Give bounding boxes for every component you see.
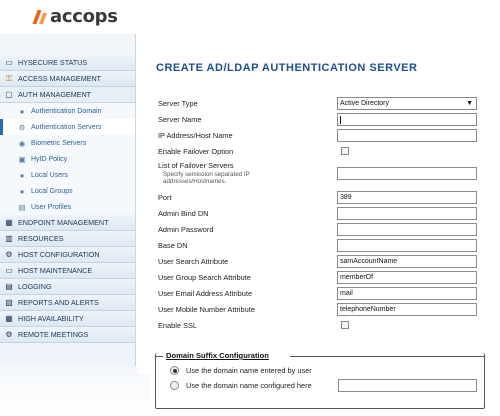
port-value: 389 bbox=[340, 194, 352, 201]
sidebar-item-high-availability[interactable] bbox=[0, 311, 135, 327]
resources-icon: ▥ bbox=[5, 234, 13, 243]
group-search-label: User Group Search Attribute bbox=[158, 273, 251, 282]
host-config-icon: ⚙ bbox=[5, 250, 13, 259]
domain-entered-label: Use the domain name entered by user bbox=[186, 366, 312, 375]
server-name-label: Server Name bbox=[158, 115, 202, 124]
profile-icon: ▤ bbox=[18, 202, 26, 212]
failover-option-checkbox[interactable] bbox=[341, 147, 349, 155]
page-title: CREATE AD/LDAP AUTHENTICATION SERVER bbox=[156, 62, 418, 74]
server-name-input[interactable] bbox=[337, 113, 477, 126]
main-content bbox=[137, 34, 500, 374]
sidebar-item-auth-management[interactable] bbox=[0, 87, 135, 103]
email-attr-input[interactable] bbox=[337, 287, 477, 300]
port-input[interactable] bbox=[337, 191, 477, 204]
sidebar-subitem-label: HyID Policy bbox=[31, 155, 68, 163]
sidebar-subitem-authentication-servers[interactable] bbox=[0, 119, 135, 135]
sidebar-item-label: HIGH AVAILABILITY bbox=[18, 314, 84, 323]
sidebar-item-label: HOST CONFIGURATION bbox=[18, 250, 100, 259]
domain-entered-radio[interactable] bbox=[170, 366, 179, 375]
sidebar-subitem-biometric-servers[interactable] bbox=[0, 135, 135, 151]
server-name-row bbox=[158, 113, 478, 126]
sidebar-item-remote-meetings[interactable] bbox=[0, 327, 135, 343]
port-row bbox=[158, 191, 478, 204]
sidebar-item-label: RESOURCES bbox=[18, 234, 64, 243]
email-attr-label: User Email Address Attribute bbox=[158, 289, 253, 298]
mobile-attr-value: telephoneNumber bbox=[340, 306, 396, 313]
sidebar-item-host-maintenance[interactable] bbox=[0, 263, 135, 279]
email-attr-value: mail bbox=[340, 290, 353, 297]
sidebar-item-logging[interactable] bbox=[0, 279, 135, 295]
endpoint-icon: ▦ bbox=[5, 218, 13, 227]
user-search-row bbox=[158, 255, 478, 268]
accops-logo-icon bbox=[34, 8, 48, 24]
group-search-row bbox=[158, 271, 478, 284]
email-attr-row bbox=[158, 287, 478, 300]
ssl-checkbox[interactable] bbox=[341, 321, 349, 329]
bind-dn-label: Admin Bind DN bbox=[158, 209, 209, 218]
domain-icon: ● bbox=[19, 106, 25, 116]
base-dn-input[interactable] bbox=[337, 239, 477, 252]
ssl-row bbox=[158, 319, 478, 332]
sidebar-item-endpoint-management[interactable] bbox=[0, 215, 135, 231]
lock-icon: ▢ bbox=[5, 90, 13, 99]
server-type-value: Active Directory bbox=[340, 100, 390, 107]
sidebar-item-label: AUTH MANAGEMENT bbox=[18, 90, 92, 99]
fingerprint-icon: ◉ bbox=[18, 138, 26, 148]
user-search-label: User Search Attribute bbox=[158, 257, 229, 266]
user-search-input[interactable] bbox=[337, 255, 477, 268]
fieldset-border-right bbox=[290, 356, 485, 357]
sidebar-subitem-user-profiles[interactable] bbox=[0, 199, 135, 215]
chevron-down-icon: ▼ bbox=[466, 100, 473, 107]
accops-logo[interactable] bbox=[34, 6, 118, 26]
mobile-attr-label: User Mobile Number Attribute bbox=[158, 305, 255, 314]
base-dn-row bbox=[158, 239, 478, 252]
admin-password-row bbox=[158, 223, 478, 236]
sidebar-spacer bbox=[0, 34, 135, 55]
sidebar bbox=[0, 34, 136, 366]
server-icon: ⚙ bbox=[18, 122, 26, 132]
monitor-icon: ▭ bbox=[5, 58, 13, 67]
domain-option-entered[interactable] bbox=[170, 365, 312, 376]
admin-password-input[interactable] bbox=[337, 223, 477, 236]
failover-option-label: Enable Failover Option bbox=[158, 147, 234, 156]
base-dn-label: Base DN bbox=[158, 241, 188, 250]
user-icon: ● bbox=[19, 170, 25, 180]
sidebar-subitem-local-groups[interactable] bbox=[0, 183, 135, 199]
group-icon: ● bbox=[19, 186, 25, 196]
bind-dn-input[interactable] bbox=[337, 207, 477, 220]
mobile-attr-input[interactable] bbox=[337, 303, 477, 316]
sidebar-item-label: LOGGING bbox=[18, 282, 52, 291]
bind-dn-row bbox=[158, 207, 478, 220]
sidebar-item-hysecure-status[interactable] bbox=[0, 55, 135, 71]
sidebar-item-label: ENDPOINT MANAGEMENT bbox=[18, 218, 109, 227]
sidebar-item-label: HYSECURE STATUS bbox=[18, 58, 88, 67]
sidebar-subitem-label: Authentication Servers bbox=[31, 123, 102, 131]
sidebar-item-access-management[interactable] bbox=[0, 71, 135, 87]
hyid-icon: ▣ bbox=[18, 154, 26, 164]
failover-option-row bbox=[158, 145, 478, 158]
sidebar-footer-fade bbox=[0, 366, 150, 416]
sidebar-item-label: REMOTE MEETINGS bbox=[18, 330, 89, 339]
domain-suffix-legend: Domain Suffix Configuration bbox=[166, 351, 269, 360]
sidebar-subitem-label: User Profiles bbox=[31, 203, 72, 211]
port-label: Port bbox=[158, 193, 172, 202]
reports-icon: ▧ bbox=[5, 298, 13, 307]
group-search-input[interactable] bbox=[337, 271, 477, 284]
key-icon: ⚿ bbox=[5, 73, 13, 83]
domain-configured-input[interactable] bbox=[338, 379, 477, 392]
sidebar-subitem-authentication-domain[interactable] bbox=[0, 103, 135, 119]
sidebar-subitem-label: Biometric Servers bbox=[31, 139, 87, 147]
user-search-value: samAccountName bbox=[340, 258, 398, 265]
ip-hostname-input[interactable] bbox=[337, 129, 477, 142]
host-maintenance-icon: ▭ bbox=[5, 266, 13, 275]
failover-list-label: List of Failover Servers bbox=[158, 161, 234, 170]
sidebar-item-resources[interactable] bbox=[0, 231, 135, 247]
sidebar-item-label: ACCESS MANAGEMENT bbox=[18, 74, 102, 83]
sidebar-item-reports-and-alerts[interactable] bbox=[0, 295, 135, 311]
sidebar-subitem-label: Local Users bbox=[31, 171, 68, 179]
domain-configured-radio[interactable] bbox=[170, 381, 179, 390]
sidebar-subitem-hyid-policy[interactable] bbox=[0, 151, 135, 167]
sidebar-item-host-configuration[interactable] bbox=[0, 247, 135, 263]
ssl-label: Enable SSL bbox=[158, 321, 198, 330]
ip-row bbox=[158, 129, 478, 142]
ha-icon: ▦ bbox=[5, 314, 13, 323]
fieldset-border-left bbox=[155, 356, 163, 357]
server-type-row bbox=[158, 97, 478, 110]
logging-icon: ▤ bbox=[5, 282, 13, 291]
domain-option-configured[interactable] bbox=[170, 380, 312, 391]
server-type-label: Server Type bbox=[158, 99, 198, 108]
brand-name: accops bbox=[50, 5, 118, 27]
meetings-icon: ⚙ bbox=[5, 330, 13, 339]
text-cursor bbox=[340, 116, 341, 124]
app-header bbox=[0, 0, 500, 34]
failover-list-input[interactable] bbox=[337, 167, 477, 180]
sidebar-subitem-label: Authentication Domain bbox=[31, 107, 102, 115]
failover-list-hint: Specify semicolon separated IP addresses/Hostnames. bbox=[163, 171, 250, 185]
sidebar-item-label: HOST MAINTENANCE bbox=[18, 266, 93, 275]
sidebar-subitem-local-users[interactable] bbox=[0, 167, 135, 183]
ip-label: IP Address/Host Name bbox=[158, 131, 233, 140]
domain-configured-label: Use the domain name configured here bbox=[186, 381, 312, 390]
sidebar-item-label: REPORTS AND ALERTS bbox=[18, 298, 99, 307]
sidebar-subitem-label: Local Groups bbox=[31, 187, 73, 195]
server-type-select[interactable] bbox=[337, 97, 477, 110]
group-search-value: memberOf bbox=[340, 274, 374, 281]
mobile-attr-row bbox=[158, 303, 478, 316]
admin-password-label: Admin Password bbox=[158, 225, 214, 234]
